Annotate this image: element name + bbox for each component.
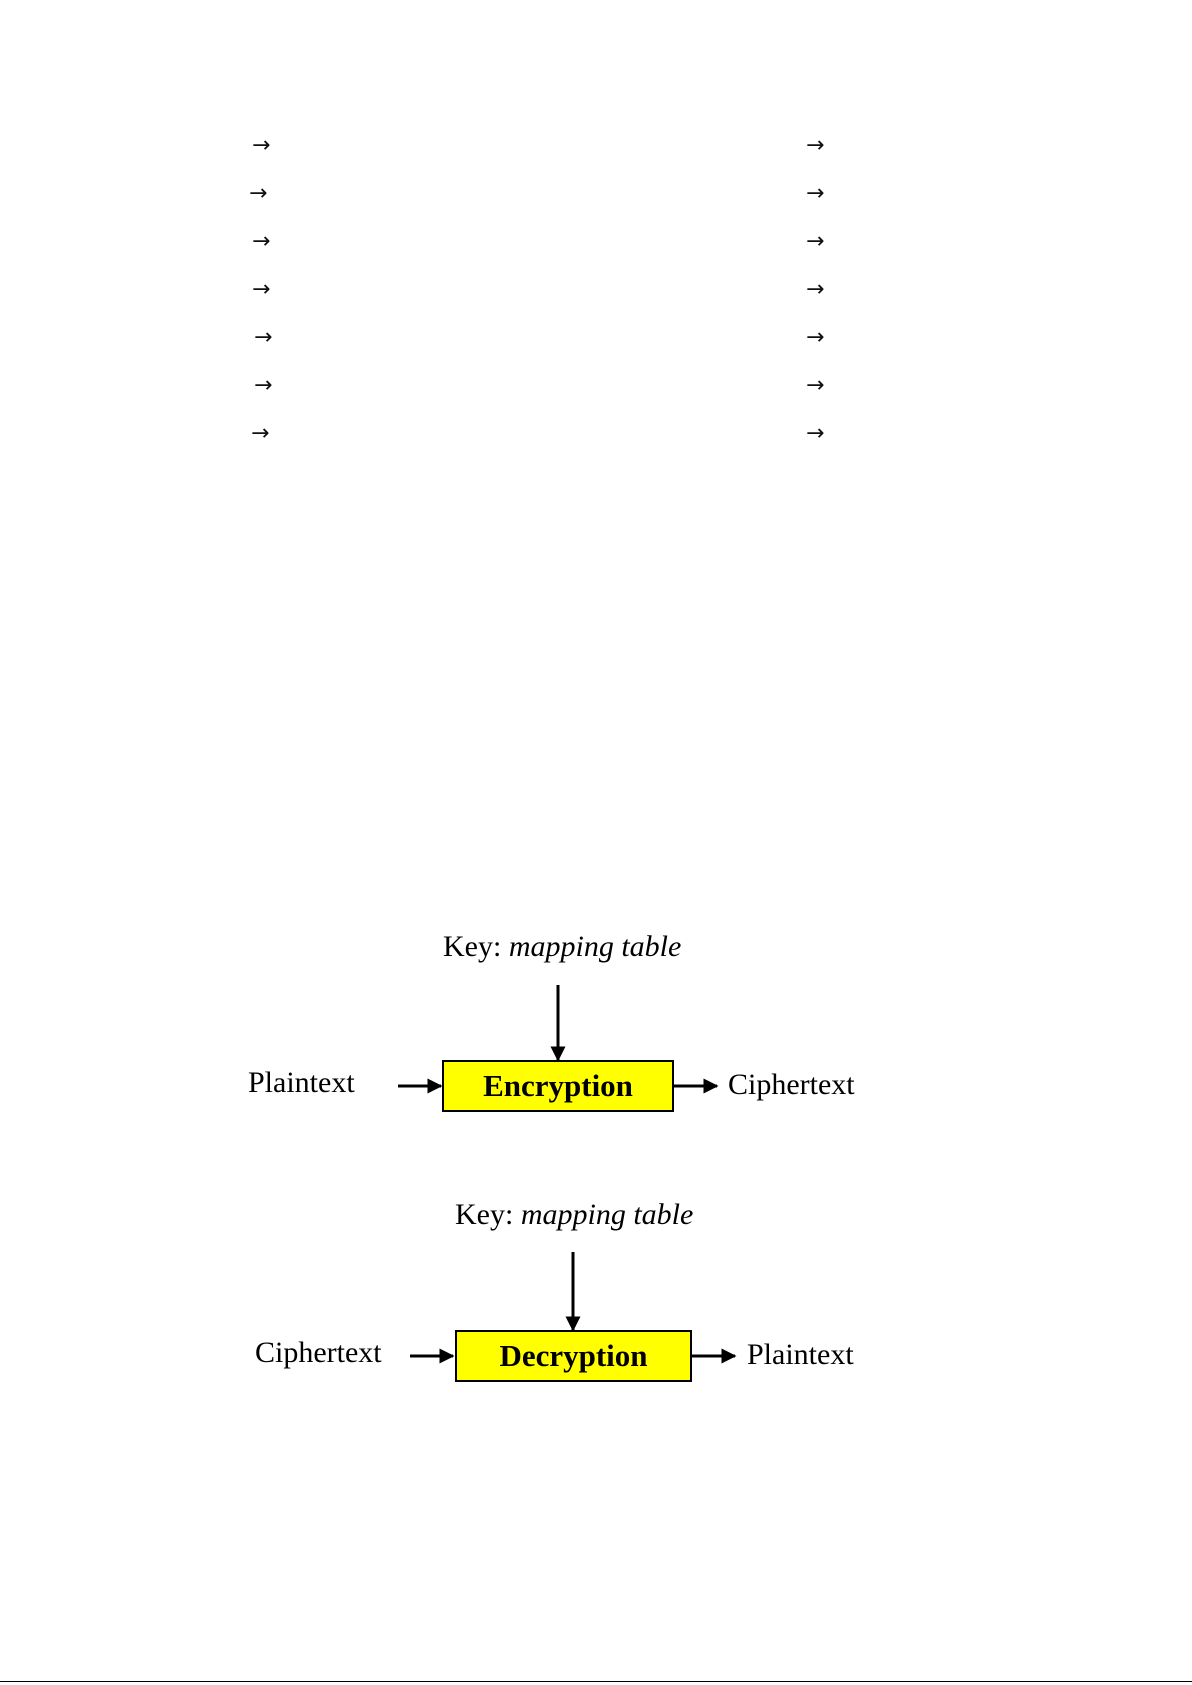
mapping-arrow-icon: → xyxy=(254,373,273,398)
encryption-key-label xyxy=(443,932,681,962)
decryption-input-label: Ciphertext xyxy=(255,1336,382,1369)
mapping-arrow-icon: → xyxy=(806,277,825,302)
mapping-arrow-icon: → xyxy=(251,421,270,446)
decryption-box: Decryption xyxy=(455,1330,692,1382)
mapping-arrow-icon: → xyxy=(806,421,825,446)
decryption-key-prefix: Key: xyxy=(455,1198,514,1231)
encryption-box: Encryption xyxy=(442,1060,674,1112)
decryption-key-value: mapping table xyxy=(520,1198,694,1231)
cipher-diagram xyxy=(0,880,1192,1400)
decryption-output-label: Plaintext xyxy=(747,1338,854,1371)
mapping-arrow-icon: → xyxy=(252,229,271,254)
page-bottom-rule xyxy=(0,1681,1192,1682)
encryption-input-label: Plaintext xyxy=(248,1066,355,1099)
mapping-arrow-icon: → xyxy=(252,133,271,158)
mapping-arrow-icon: → xyxy=(806,133,825,158)
encryption-output-label: Ciphertext xyxy=(728,1068,855,1101)
encryption-key-value: mapping table xyxy=(508,930,682,963)
mapping-table xyxy=(0,0,1192,480)
mapping-arrow-icon: → xyxy=(249,181,268,206)
mapping-arrow-icon: → xyxy=(252,277,271,302)
mapping-arrow-icon: → xyxy=(254,325,273,350)
mapping-arrow-icon: → xyxy=(806,325,825,350)
mapping-arrow-icon: → xyxy=(806,229,825,254)
mapping-arrow-icon: → xyxy=(806,373,825,398)
decryption-key-label xyxy=(455,1200,693,1230)
mapping-arrow-icon: → xyxy=(806,181,825,206)
encryption-key-prefix: Key: xyxy=(443,930,502,963)
